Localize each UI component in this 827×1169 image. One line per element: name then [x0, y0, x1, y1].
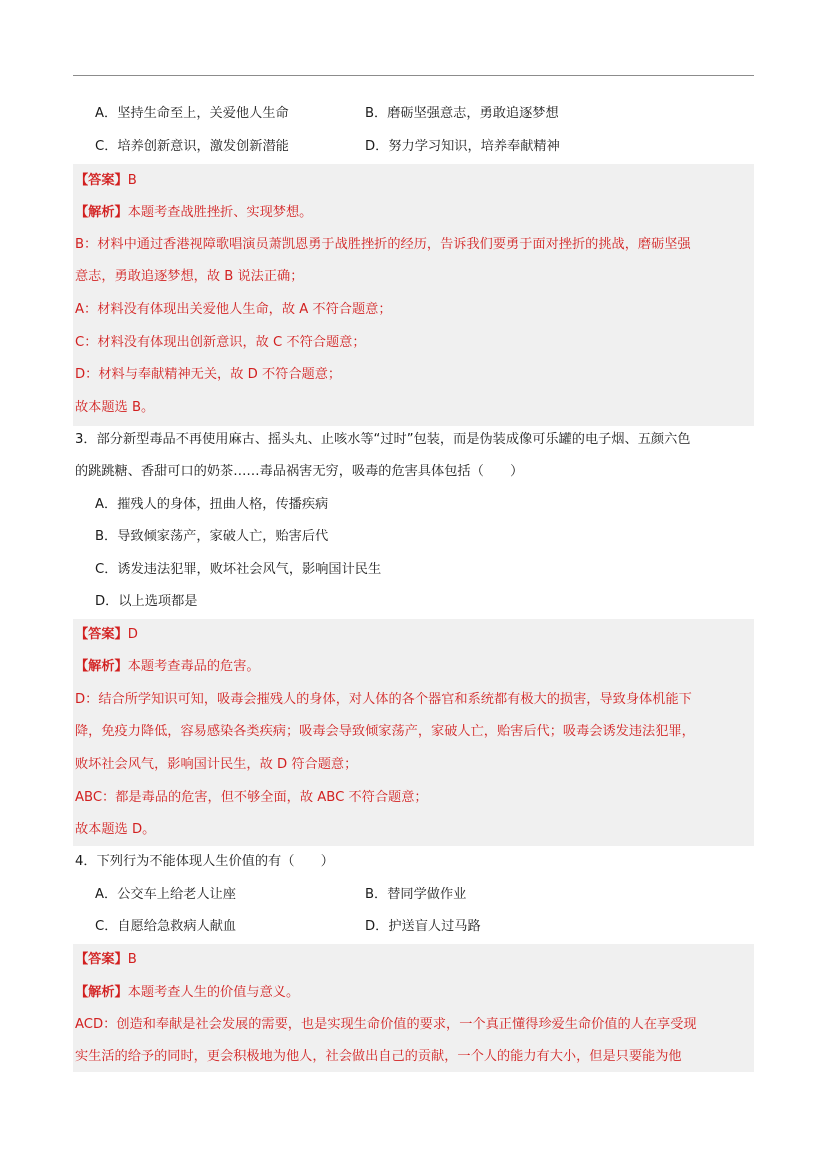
q2-analysis-line: B：材料中通过香港视障歌唱演员萧凯恩勇于战胜挫折的经历，告诉我们要勇于面对挫折的挑战，磨砺坚强 — [75, 237, 691, 252]
q2-answer — [75, 171, 137, 191]
q3-analysis-intro — [75, 657, 260, 677]
q3-analysis-line: 降，免疫力降低，容易感染各类疾病；吸毒会导致倾家荡产，家破人亡，贻害后代；吸毒会诱发违法犯罪， — [75, 724, 695, 739]
q2-analysis-intro — [75, 203, 312, 223]
q3-option-a: A．摧残人的身体，扭曲人格，传播疾病 — [95, 497, 329, 512]
analysis-label: 【解析】 — [75, 985, 128, 1000]
q3-analysis-line: ABC：都是毒品的危害，但不够全面，故 ABC 不符合题意； — [75, 790, 428, 805]
q2-option-a: A．坚持生命至上，关爱他人生命 — [95, 106, 289, 121]
q4-option-b: B．替同学做作业 — [365, 887, 467, 902]
header-rule — [73, 75, 754, 76]
q3-stem-line: 3．部分新型毒品不再使用麻古、摇头丸、止咳水等“过时”包装，而是伪装成像可乐罐的电子烟、五颜六色 — [75, 432, 691, 447]
q4-option-d: D．护送盲人过马路 — [365, 919, 481, 934]
answer-label: 【答案】 — [75, 952, 128, 967]
q4-analysis-line: ACD：创造和奉献是社会发展的需要，也是实现生命价值的要求，一个真正懂得珍爱生命价值的人在享受现 — [75, 1017, 697, 1032]
q2-analysis-line: 意志，勇敢追逐梦想，故 B 说法正确； — [75, 269, 304, 284]
q4-analysis-intro — [75, 983, 299, 1003]
q2-analysis-line: D：材料与奉献精神无关，故 D 不符合题意； — [75, 367, 342, 382]
answer-value: B — [127, 173, 137, 188]
q2-option-b: B．磨砺坚强意志，勇敢追逐梦想 — [365, 106, 559, 121]
answer-value: B — [127, 952, 137, 967]
q3-option-c: C．诱发违法犯罪，败坏社会风气，影响国计民生 — [95, 562, 382, 577]
q4-stem: 4．下列行为不能体现人生价值的有（ ） — [75, 854, 334, 869]
q2-analysis-line: C：材料没有体现出创新意识，故 C 不符合题意； — [75, 335, 366, 350]
analysis-intro: 本题考查人生的价值与意义。 — [127, 985, 300, 1000]
analysis-label: 【解析】 — [75, 205, 128, 220]
q2-option-d: D．努力学习知识，培养奉献精神 — [365, 139, 560, 154]
answer-value: D — [127, 627, 138, 642]
q3-analysis-line: D：结合所学知识可知，吸毒会摧残人的身体，对人体的各个器官和系统都有极大的损害，导致身体机能下 — [75, 692, 692, 707]
q3-analysis-line: 败坏社会风气，影响国计民生，故 D 符合题意； — [75, 757, 358, 772]
q4-answer — [75, 950, 137, 970]
q4-option-c: C．自愿给急救病人献血 — [95, 919, 237, 934]
q3-answer — [75, 625, 138, 645]
q3-option-b: B．导致倾家荡产，家破人亡，贻害后代 — [95, 529, 329, 544]
q2-analysis-line: 故本题选 B。 — [75, 400, 155, 415]
answer-label: 【答案】 — [75, 173, 128, 188]
q3-option-d: D．以上选项都是 — [95, 594, 198, 609]
analysis-label: 【解析】 — [75, 659, 128, 674]
analysis-intro: 本题考查毒品的危害。 — [127, 659, 260, 674]
q4-option-a: A．公交车上给老人让座 — [95, 887, 236, 902]
answer-label: 【答案】 — [75, 627, 128, 642]
q3-analysis-line: 故本题选 D。 — [75, 822, 156, 837]
q4-analysis-line: 实生活的给予的同时，更会积极地为他人，社会做出自己的贡献，一个人的能力有大小，但是只要能为他 — [75, 1049, 682, 1064]
analysis-intro: 本题考查战胜挫折、实现梦想。 — [127, 205, 313, 220]
q2-analysis-line: A：材料没有体现出关爱他人生命，故 A 不符合题意； — [75, 302, 392, 317]
q2-option-c: C．培养创新意识，激发创新潜能 — [95, 139, 289, 154]
q3-stem-line: 的跳跳糖、香甜可口的奶茶……毒品祸害无穷，吸毒的危害具体包括（ ） — [75, 464, 524, 479]
